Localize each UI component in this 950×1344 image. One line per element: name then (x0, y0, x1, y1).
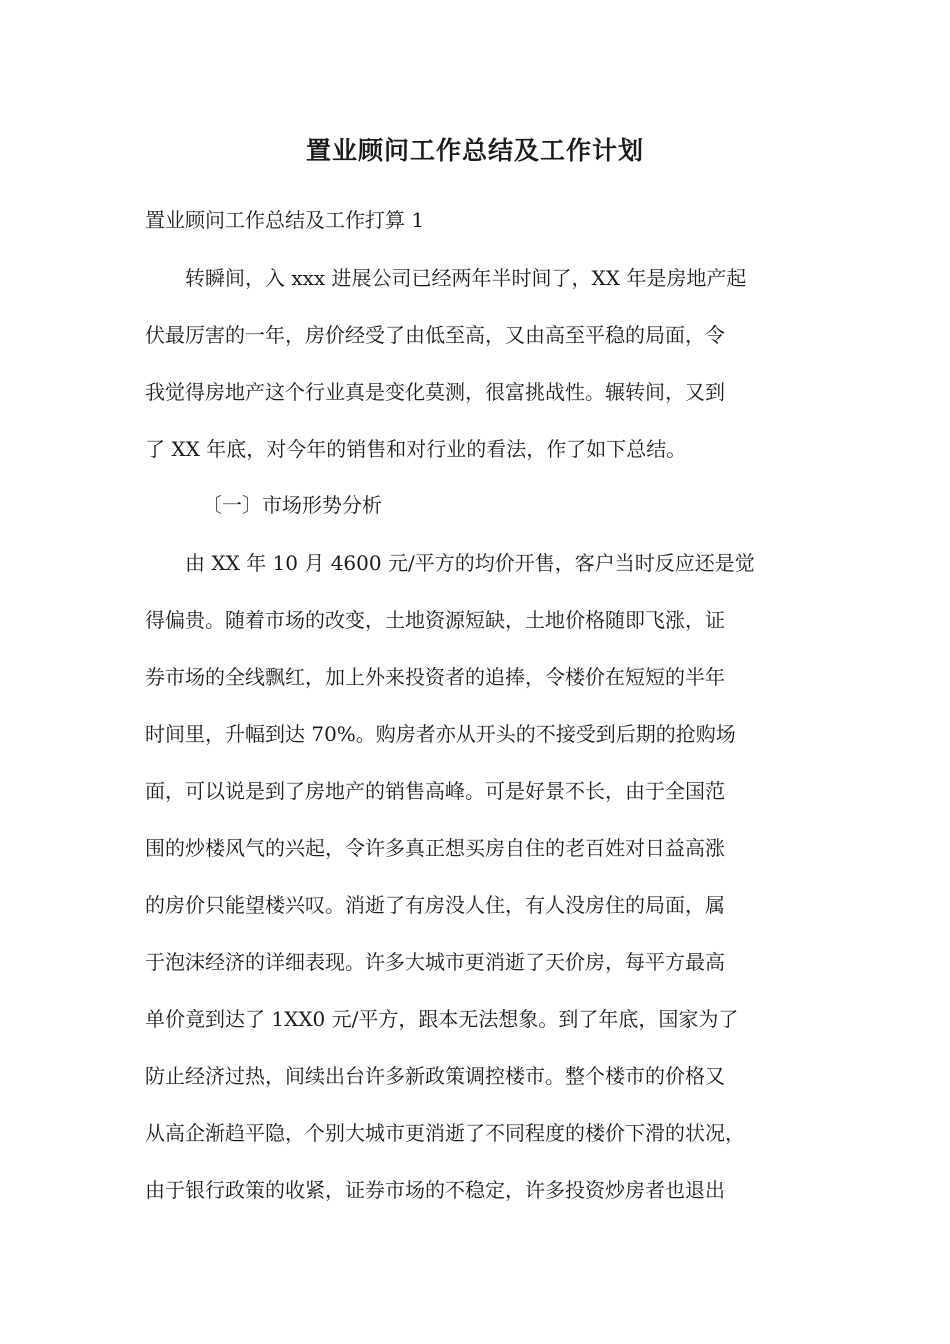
paragraph-line: 了 XX 年底，对今年的销售和对行业的看法，作了如下总结。 (145, 437, 687, 461)
paragraph-line: 于泡沫经济的详细表现。许多大城市更消逝了天价房，每平方最高 (145, 950, 725, 974)
paragraph-line: 我觉得房地产这个行业真是变化莫测，很富挑战性。辗转间，又到 (145, 380, 725, 404)
paragraph-line: 时间里，升幅到达 70%。购房者亦从开头的不接受到后期的抢购场 (145, 722, 736, 746)
paragraph-intro (145, 263, 825, 491)
document-subtitle: 置业顾问工作总结及工作打算 1 (145, 208, 425, 232)
paragraph-line: 的房价只能望楼兴叹。消逝了有房没人住，有人没房住的局面，属 (145, 893, 725, 917)
paragraph-line: 转瞬间，入 xxx 进展公司已经两年半时间了，XX 年是房地产起 (145, 266, 747, 290)
section-heading: 〔一〕市场形势分析 (202, 493, 382, 517)
paragraph-line: 围的炒楼风气的兴起，令许多真正想买房自住的老百姓对日益高涨 (145, 836, 725, 860)
paragraph-line: 防止经济过热，间续出台许多新政策调控楼市。整个楼市的价格又 (145, 1064, 725, 1088)
paragraph-line: 得偏贵。随着市场的改变，土地资源短缺，土地价格随即飞涨，证 (145, 608, 725, 632)
paragraph-line: 由 XX 年 10 月 4600 元/平方的均价开售，客户当时反应还是觉 (145, 551, 755, 575)
paragraph-line: 面，可以说是到了房地产的销售高峰。可是好景不长，由于全国范 (145, 779, 725, 803)
paragraph-line: 伏最厉害的一年，房价经受了由低至高，又由高至平稳的局面，令 (145, 323, 725, 347)
paragraph-line: 由于银行政策的收紧，证券市场的不稳定，许多投资炒房者也退出 (145, 1178, 725, 1202)
paragraph-line: 单价竟到达了 1XX0 元/平方，跟本无法想象。到了年底，国家为了 (145, 1007, 739, 1031)
document-title: 置业顾问工作总结及工作计划 (305, 136, 644, 165)
paragraph-line: 券市场的全线飘红，加上外来投资者的追捧，令楼价在短短的半年 (145, 665, 725, 689)
paragraph-line: 从高企渐趋平隐，个别大城市更消逝了不同程度的楼价下滑的状况， (145, 1121, 745, 1145)
paragraph-market-analysis (145, 548, 825, 1232)
